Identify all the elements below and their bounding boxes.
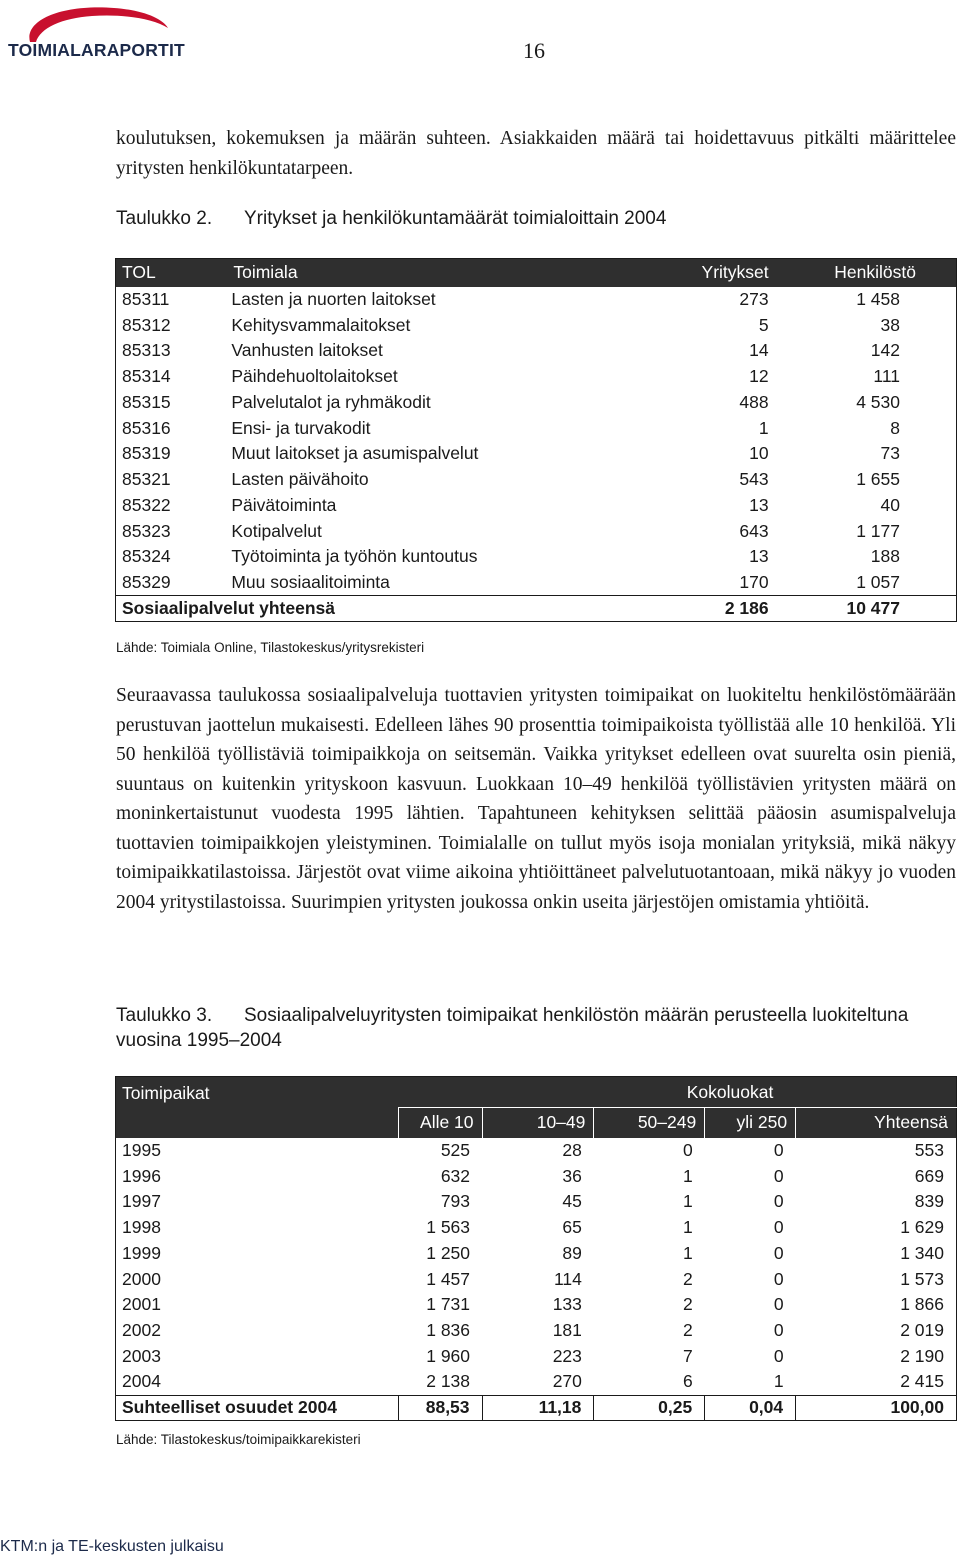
table-row	[116, 518, 957, 544]
cell-henkilosto: 1 177	[856, 520, 900, 541]
cell-50-249: 1	[683, 1217, 693, 1238]
cell-year: 2001	[122, 1294, 161, 1315]
col-50-249: 50–249	[594, 1108, 705, 1138]
cell-henkilosto: 40	[880, 494, 900, 515]
total-label: Sosiaalipalvelut yhteensä	[116, 596, 637, 622]
cell-yli-250: 0	[773, 1242, 784, 1263]
cell-henkilosto: 1 458	[856, 288, 900, 309]
col-yli-250: yli 250	[705, 1108, 796, 1138]
cell-10-49: 45	[562, 1191, 582, 1212]
total-henkilosto: 10 477	[777, 596, 957, 622]
cell-toimiala: Lasten päivähoito	[231, 469, 369, 490]
cell-50-249: 1	[683, 1242, 693, 1263]
cell-toimiala: Muu sosiaalitoiminta	[231, 571, 390, 592]
cell-yli-250: 0	[773, 1139, 784, 1160]
table-row	[116, 1292, 957, 1318]
cell-yli-250: 0	[773, 1217, 784, 1238]
cell-yhteensa: 2 019	[900, 1320, 944, 1341]
cell-tol: 85311	[122, 288, 170, 309]
table2-caption	[116, 206, 666, 231]
cell-yli-250: 0	[773, 1320, 784, 1341]
col-10-49: 10–49	[482, 1108, 594, 1138]
cell-toimiala: Ensi- ja turvakodit	[231, 417, 371, 438]
companies-staff-table	[115, 258, 957, 622]
total-yritykset: 2 186	[637, 596, 777, 622]
cell-alle-10: 1 250	[426, 1242, 471, 1263]
cell-toimiala: Kotipalvelut	[231, 520, 322, 541]
table-row	[116, 312, 957, 338]
table-row	[116, 1369, 957, 1395]
paragraph-intro: koulutuksen, kokemuksen ja määrän suhteen. Asiakkaiden määrä tai hoidettavuus pitkälti määrittelee yritysten henkilökuntatarpeen.	[116, 128, 956, 179]
caption-title: Sosiaalipalveluyritysten toimipaikat henkilöstön määrän perusteella luokiteltuna vuosina 1995–2004	[116, 1005, 909, 1051]
table-row	[116, 1163, 957, 1189]
cell-50-249: 6	[683, 1371, 693, 1392]
table-row	[116, 1241, 957, 1267]
cell-tol: 85324	[122, 546, 171, 567]
cell-10-49: 28	[562, 1139, 582, 1160]
table-row	[116, 467, 957, 493]
cell-yritykset: 13	[749, 546, 769, 567]
cell-yritykset: 14	[749, 340, 769, 361]
table-row	[116, 1138, 957, 1164]
cell-50-249: 2	[683, 1268, 693, 1289]
cell-alle-10: 1 836	[426, 1320, 471, 1341]
cell-henkilosto: 188	[870, 546, 900, 567]
cell-alle-10: 2 138	[426, 1371, 471, 1392]
cell-50-249: 1	[683, 1191, 693, 1212]
footer-publisher: KTM:n ja TE-keskusten julkaisu	[0, 1538, 224, 1555]
col-group-kokoluokat: Kokoluokat	[398, 1077, 956, 1108]
cell-50-249: 1	[683, 1165, 693, 1186]
cell-alle-10: 632	[440, 1165, 471, 1186]
col-toimipaikat: Toimipaikat	[116, 1077, 399, 1138]
table-row	[116, 1189, 957, 1215]
table-header-row	[116, 1077, 957, 1108]
table2-source: Lähde: Toimiala Online, Tilastokeskus/yritysrekisteri	[116, 640, 425, 655]
cell-10-49: 223	[552, 1345, 582, 1366]
caption-title: Yritykset ja henkilökuntamäärät toimialoittain 2004	[244, 208, 667, 229]
cell-yritykset: 643	[739, 520, 769, 541]
cell-yli-250: 0	[773, 1165, 784, 1186]
table-row	[116, 287, 957, 313]
cell-henkilosto: 1 057	[856, 571, 900, 592]
col-toimiala: Toimiala	[227, 259, 636, 287]
cell-henkilosto: 4 530	[856, 391, 900, 412]
cell-tol: 85314	[122, 366, 171, 387]
cell-alle-10: 525	[440, 1139, 471, 1160]
cell-yhteensa: 839	[914, 1191, 944, 1212]
table-row	[116, 441, 957, 467]
cell-tol: 85329	[122, 571, 171, 592]
cell-10-49: 89	[562, 1242, 582, 1263]
cell-yritykset: 10	[749, 443, 769, 464]
cell-10-49: 270	[552, 1371, 582, 1392]
col-henkilosto: Henkilöstö	[777, 259, 957, 287]
table-row	[116, 570, 957, 596]
cell-yritykset: 1	[758, 417, 769, 438]
cell-50-249: 2	[683, 1320, 693, 1341]
cell-yritykset: 170	[739, 571, 769, 592]
cell-50-249: 7	[683, 1345, 693, 1366]
cell-yli-250: 0	[773, 1268, 784, 1289]
caption-label: Taulukko 2.	[116, 208, 213, 229]
cell-toimiala: Vanhusten laitokset	[231, 340, 383, 361]
cell-yritykset: 5	[758, 314, 769, 335]
cell-henkilosto: 142	[870, 340, 900, 361]
table-row	[116, 493, 957, 519]
table-row	[116, 544, 957, 570]
cell-alle-10: 1 960	[426, 1345, 471, 1366]
cell-yli-250: 0	[773, 1191, 784, 1212]
cell-tol: 85321	[122, 469, 171, 490]
table-total-row	[116, 1395, 957, 1421]
cell-henkilosto: 38	[880, 314, 900, 335]
cell-10-49: 114	[553, 1268, 582, 1289]
cell-yhteensa: 1 340	[900, 1242, 944, 1263]
cell-henkilosto: 8	[890, 417, 900, 438]
cell-toimiala: Päivätoiminta	[231, 494, 337, 515]
cell-year: 2000	[122, 1268, 161, 1289]
cell-yli-250: 0	[773, 1345, 784, 1366]
cell-50-249: 2	[683, 1294, 693, 1315]
table-row	[116, 364, 957, 390]
table-row	[116, 1344, 957, 1370]
total-alle-10: 88,53	[398, 1395, 482, 1421]
cell-tol: 85315	[122, 391, 171, 412]
table-row	[116, 1215, 957, 1241]
total-label: Suhteelliset osuudet 2004	[116, 1395, 399, 1421]
cell-yhteensa: 1 629	[900, 1217, 944, 1238]
cell-toimiala: Työtoiminta ja työhön kuntoutus	[231, 546, 478, 567]
cell-yhteensa: 553	[914, 1139, 944, 1160]
table-row	[116, 415, 957, 441]
cell-henkilosto: 111	[873, 366, 900, 387]
paragraph-analysis: Seuraavassa taulukossa sosiaalipalveluja tuottavien yritysten toimipaikat on luokiteltu henkilöstömäärään perustuvan jaottelun mukaisesti. Edelleen lähes 90 prosenttia toimipaikoista työllistää alle 10 henkilöä. Yli 50 henkilöä työllistäviä toimipaikkoja on seitsemän. Vaikka yritykset edelleen ovat suurelta osin pieniä, suuntaus on kuitenkin yrityskoon kasvuun. Luokkaan 10–49 henkilöä työllistävien yritysten määrä on moninkertaistunut vuodesta 1995 lähtien. Tapahtuneen kehityksen selittää pääosin asumispalveluja tuottavien toimipaikkojen yleistyminen. Toimialalle on tullut myös isoja monialan yrityksiä, mikä näkyy toimipaikkatilastoissa. Järjestöt ovat viime aikoina yhtiöittäneet palvelutuotantoaan, mikä näkyy jo vuoden 2004 yritystilastoissa. Suurimpien yritysten joukossa onkin useita järjestöjen omistamia yhtiöitä.	[116, 685, 956, 913]
cell-year: 1999	[122, 1242, 161, 1263]
cell-tol: 85319	[122, 443, 171, 464]
total-50-249: 0,25	[594, 1395, 705, 1421]
cell-50-249: 0	[683, 1139, 693, 1160]
cell-year: 1996	[122, 1165, 161, 1186]
cell-yritykset: 543	[739, 469, 769, 490]
cell-toimiala: Päihdehuoltolaitokset	[231, 366, 398, 387]
cell-toimiala: Kehitysvammalaitokset	[231, 314, 411, 335]
establishments-size-table	[115, 1076, 957, 1421]
cell-year: 1995	[122, 1139, 161, 1160]
page-number: 16	[523, 38, 545, 63]
cell-tol: 85323	[122, 520, 171, 541]
cell-yli-250: 1	[773, 1371, 784, 1392]
cell-yritykset: 13	[749, 494, 769, 515]
cell-tol: 85316	[122, 417, 171, 438]
cell-toimiala: Lasten ja nuorten laitokset	[231, 288, 436, 309]
cell-alle-10: 793	[440, 1191, 471, 1212]
total-yhteensa: 100,00	[796, 1395, 957, 1421]
cell-henkilosto: 73	[880, 443, 900, 464]
cell-alle-10: 1 563	[426, 1217, 471, 1238]
cell-tol: 85312	[122, 314, 171, 335]
table-header-row	[116, 259, 957, 287]
caption-label: Taulukko 3.	[116, 1005, 213, 1026]
cell-year: 2003	[122, 1345, 161, 1366]
cell-alle-10: 1 457	[426, 1268, 471, 1289]
cell-10-49: 181	[552, 1320, 582, 1341]
col-alle-10: Alle 10	[398, 1108, 482, 1138]
col-yritykset: Yritykset	[637, 259, 777, 287]
table-row	[116, 1266, 957, 1292]
cell-toimiala: Palvelutalot ja ryhmäkodit	[231, 391, 431, 412]
cell-10-49: 133	[552, 1294, 582, 1315]
table3-caption	[116, 1003, 936, 1053]
cell-yhteensa: 669	[914, 1165, 944, 1186]
cell-yhteensa: 1 866	[900, 1294, 944, 1315]
logo-swoosh-icon	[22, 2, 172, 44]
cell-yhteensa: 2 190	[900, 1345, 944, 1366]
col-tol: TOL	[116, 259, 228, 287]
table-row	[116, 390, 957, 416]
table3-source: Lähde: Tilastokeskus/toimipaikkarekisteri	[116, 1432, 361, 1447]
table-total-row	[116, 596, 957, 622]
toimialaraportit-logo	[0, 0, 200, 70]
cell-10-49: 36	[562, 1165, 582, 1186]
cell-henkilosto: 1 655	[856, 469, 900, 490]
cell-year: 2004	[122, 1371, 161, 1392]
total-yli-250: 0,04	[705, 1395, 796, 1421]
total-10-49: 11,18	[482, 1395, 594, 1421]
col-yhteensa: Yhteensä	[796, 1108, 957, 1138]
table-row	[116, 1318, 957, 1344]
cell-year: 1998	[122, 1217, 161, 1238]
cell-year: 2002	[122, 1320, 161, 1341]
cell-yritykset: 12	[749, 366, 769, 387]
cell-year: 1997	[122, 1191, 161, 1212]
cell-yhteensa: 1 573	[900, 1268, 944, 1289]
cell-yhteensa: 2 415	[900, 1371, 944, 1392]
cell-yli-250: 0	[773, 1294, 784, 1315]
cell-10-49: 65	[562, 1217, 582, 1238]
cell-yritykset: 273	[739, 288, 769, 309]
table-row	[116, 338, 957, 364]
cell-tol: 85322	[122, 494, 171, 515]
logo-text: TOIMIALARAPORTIT	[8, 40, 185, 60]
cell-toimiala: Muut laitokset ja asumispalvelut	[231, 443, 479, 464]
cell-tol: 85313	[122, 340, 171, 361]
cell-yritykset: 488	[739, 391, 769, 412]
cell-alle-10: 1 731	[426, 1294, 471, 1315]
